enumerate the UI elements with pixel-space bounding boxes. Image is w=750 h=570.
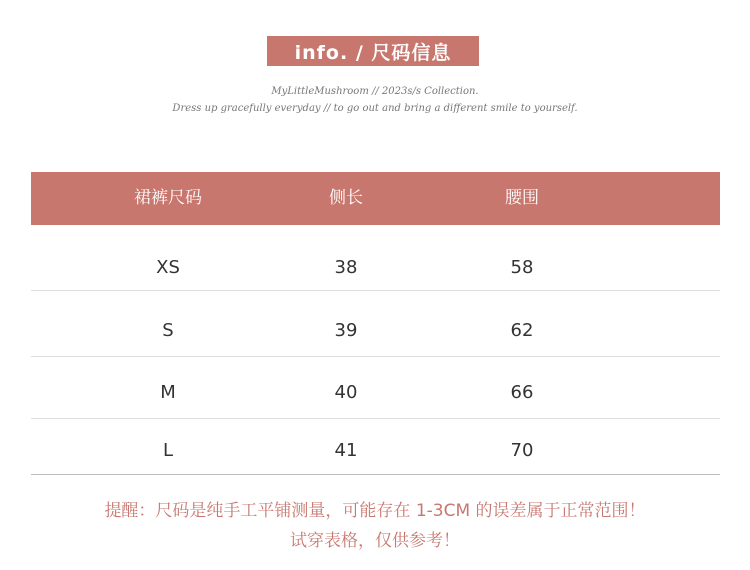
page-title: info. / 尺码信息 (267, 36, 479, 66)
waist-cell: 66 (510, 382, 534, 403)
waist-cell: 70 (510, 440, 534, 461)
size-cell: L (162, 440, 174, 461)
table-row (31, 291, 720, 357)
size-cell: M (160, 382, 176, 403)
table-row (31, 419, 720, 475)
waist-cell: 58 (510, 257, 534, 278)
table-row (31, 225, 720, 291)
side-length-cell: 39 (334, 320, 358, 341)
column-header-side-length: 侧长 (329, 188, 363, 208)
reference-note: 试穿表格，仅供参考！ (290, 531, 460, 551)
size-cell: XS (156, 257, 180, 278)
side-length-cell: 38 (334, 257, 358, 278)
side-length-cell: 41 (334, 440, 358, 461)
measurement-note: 提醒：尺码是纯手工平铺测量，可能存在 1-3CM 的误差属于正常范围！ (104, 501, 646, 521)
column-header-size: 裙裤尺码 (134, 188, 202, 208)
table-row (31, 357, 720, 419)
subtitle-collection: MyLittleMushroom // 2023s/s Collection. (271, 86, 479, 97)
subtitle-tagline: Dress up gracefully everyday // to go out and bring a different smile to yourself. (172, 103, 578, 114)
waist-cell: 62 (510, 320, 534, 341)
side-length-cell: 40 (334, 382, 358, 403)
size-cell: S (162, 320, 174, 341)
table-header (31, 172, 720, 225)
size-table (31, 172, 720, 475)
column-header-waist: 腰围 (505, 188, 539, 208)
